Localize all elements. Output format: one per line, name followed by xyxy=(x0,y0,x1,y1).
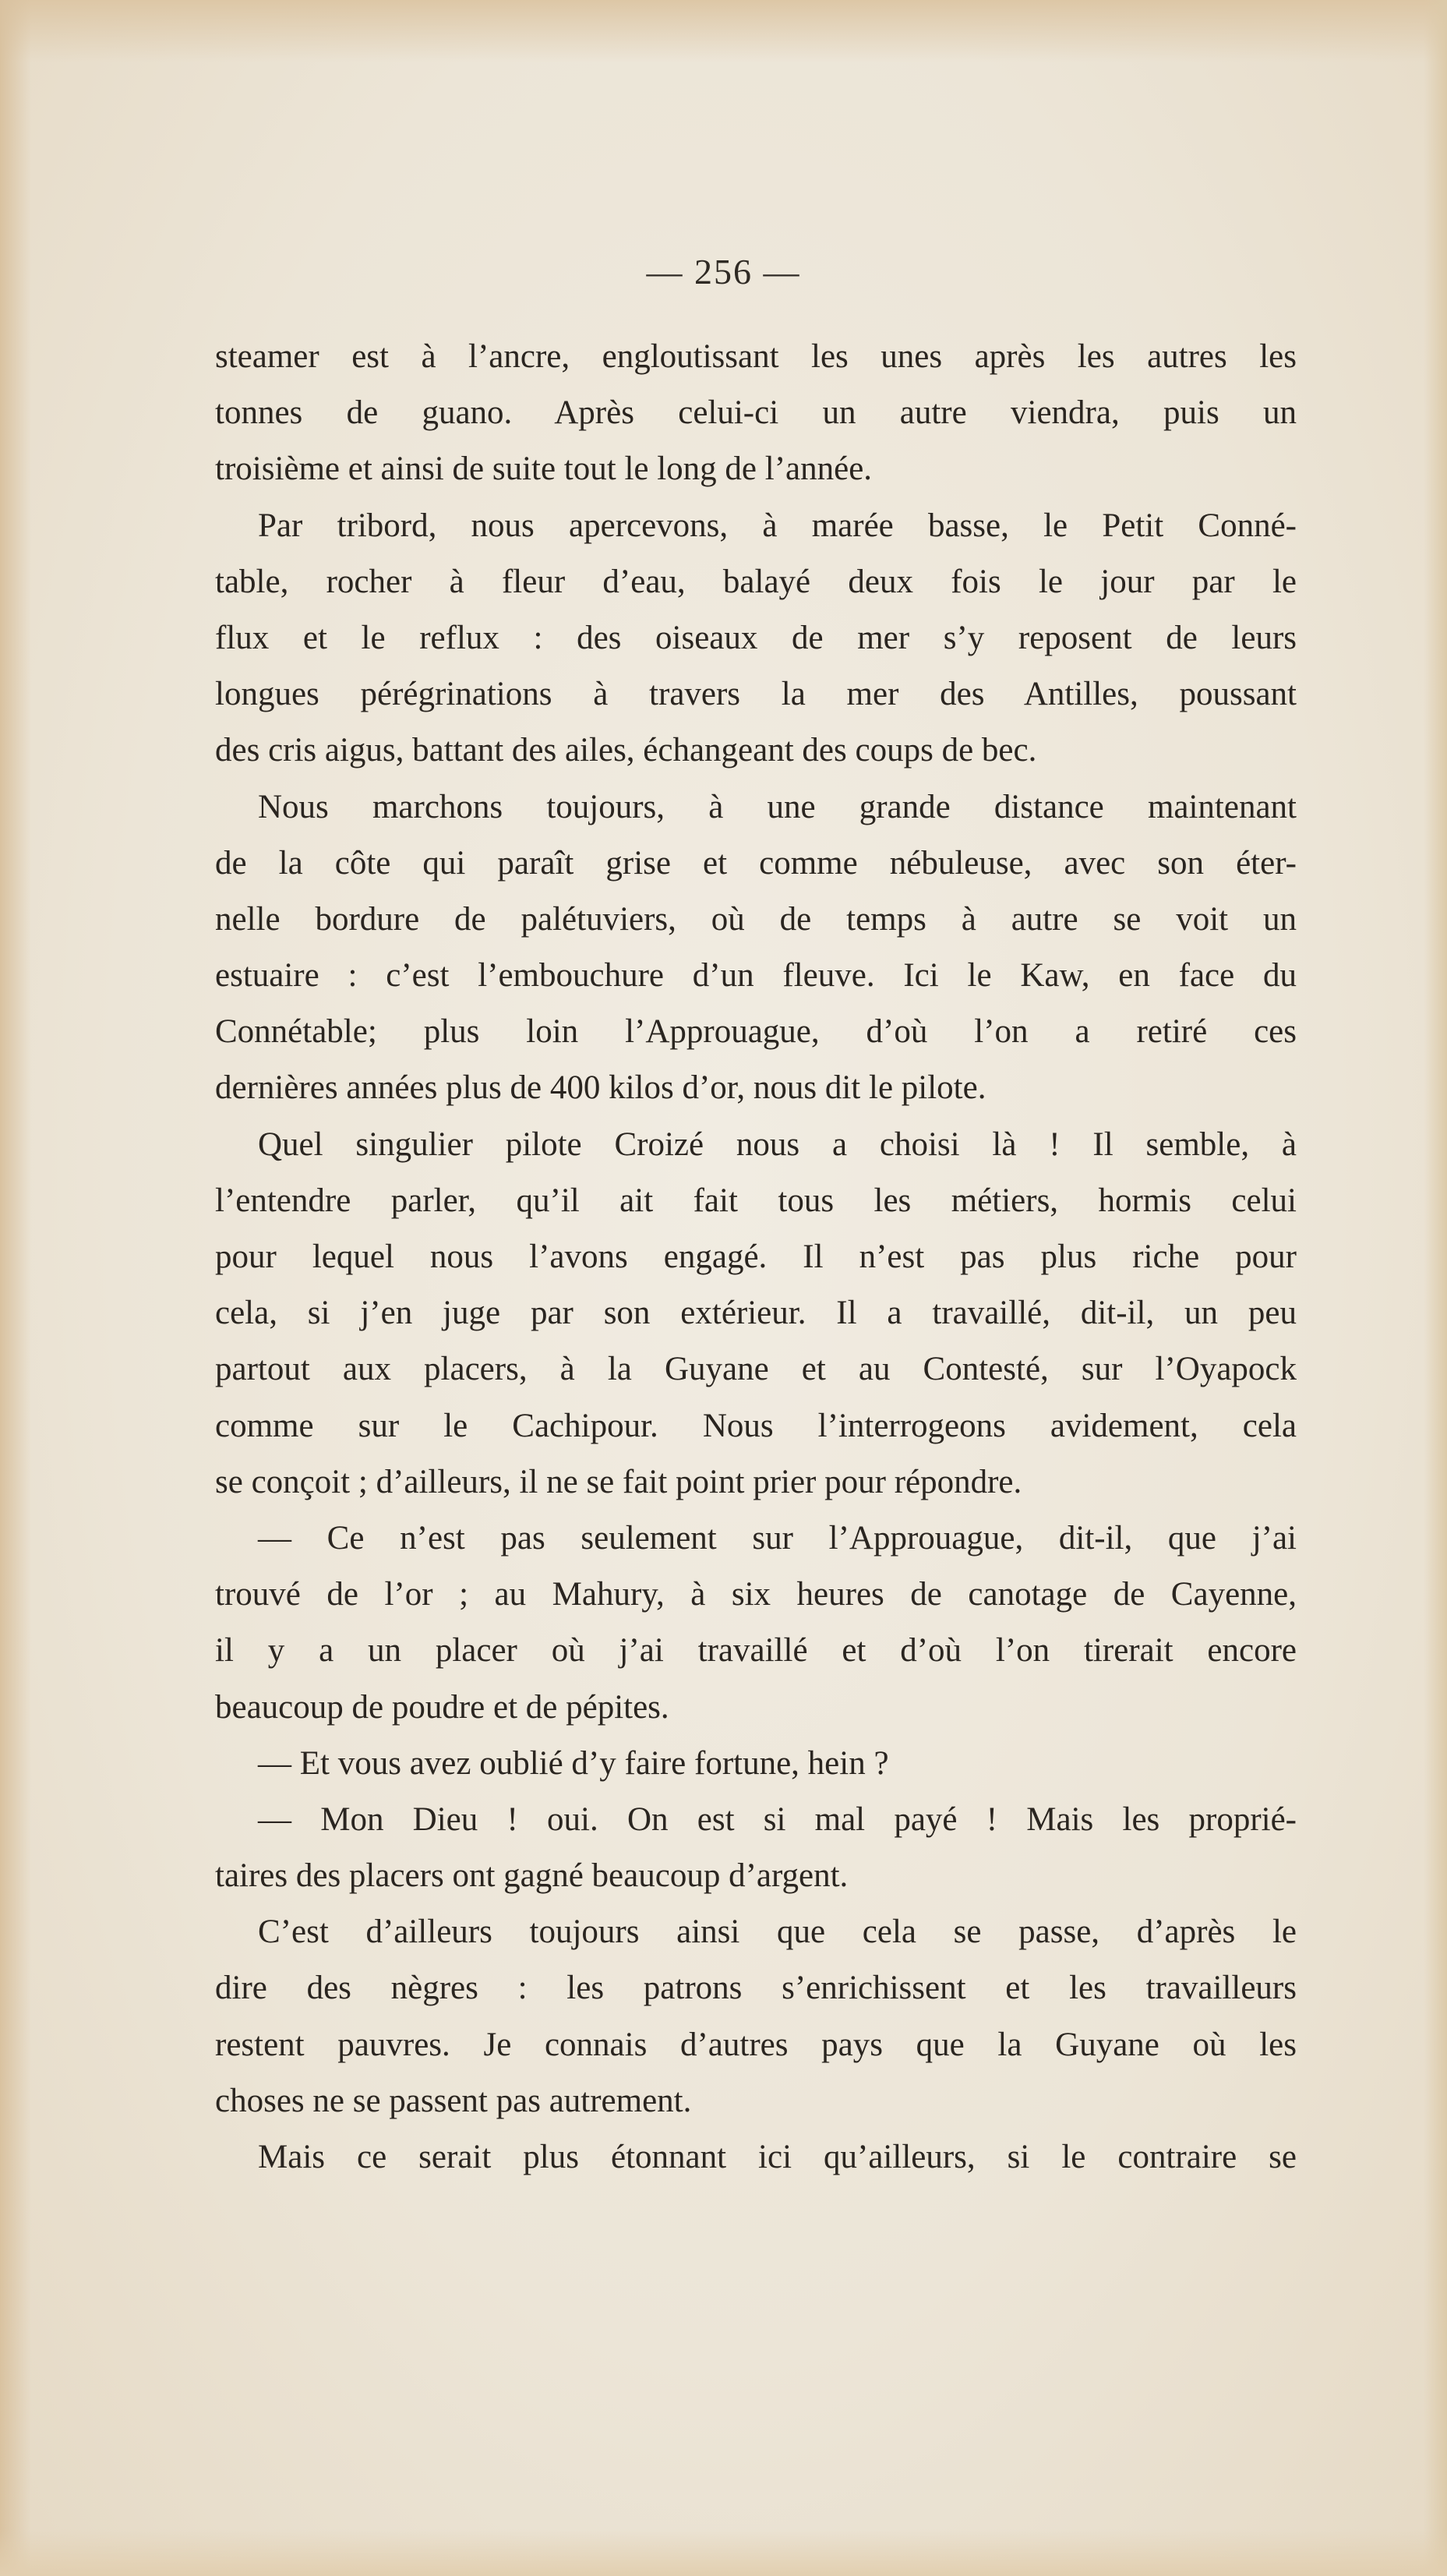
text-line: restent pauvres. Je connais d’autres pays que la Guyane où les xyxy=(215,2026,1297,2063)
text-line: Mais ce serait plus étonnant ici qu’ailleurs, si le contraire se xyxy=(258,2139,1297,2175)
text-line: tonnes de guano. Après celui-ci un autre viendra, puis un xyxy=(215,394,1297,432)
body-text xyxy=(215,329,1297,2186)
text-line: C’est d’ailleurs toujours ainsi que cela se passe, d’après le xyxy=(258,1913,1297,1951)
text-line: steamer est à l’ancre, engloutissant les unes après les autres les xyxy=(215,338,1297,375)
text-line: flux et le reflux : des oiseaux de mer s’y reposent de leurs xyxy=(215,619,1297,656)
text-line: beaucoup de poudre et de pépites. xyxy=(215,1688,669,1726)
text-line: — Ce n’est pas seulement sur l’Approuague, dit-il, que j’ai xyxy=(258,1519,1297,1557)
text-line: cela, si j’en juge par son extérieur. Il a travaillé, dit-il, un peu xyxy=(215,1295,1297,1332)
page-edge-shading-left xyxy=(0,0,31,2576)
text-line: longues pérégrinations à travers la mer des Antilles, poussant xyxy=(215,676,1297,713)
text-line: se conçoit ; d’ailleurs, il ne se fait point prier pour répondre. xyxy=(215,1463,1022,1500)
text-line: de la côte qui paraît grise et comme nébuleuse, avec son éter- xyxy=(215,844,1297,882)
text-line: troisième et ainsi de suite tout le long de l’année. xyxy=(215,451,873,488)
text-line: Nous marchons toujours, à une grande distance maintenant xyxy=(258,788,1297,825)
text-line: nelle bordure de palétuviers, où de temps à autre se voit un xyxy=(215,900,1297,938)
text-line: il y a un placer où j’ai travaillé et d’où l’on tirerait encore xyxy=(215,1632,1297,1670)
page-edge-shading-bottom xyxy=(0,2529,1447,2576)
text-line: trouvé de l’or ; au Mahury, à six heures de canotage de Cayenne, xyxy=(215,1576,1297,1613)
text-line: l’entendre parler, qu’il ait fait tous les métiers, hormis celui xyxy=(215,1182,1297,1219)
text-line: table, rocher à fleur d’eau, balayé deux fois le jour par le xyxy=(215,563,1297,600)
text-line: Connétable; plus loin l’Approuague, d’où l’on a retiré ces xyxy=(215,1013,1297,1051)
page-edge-shading-top xyxy=(0,0,1447,62)
text-line: Par tribord, nous apercevons, à marée basse, le Petit Conné- xyxy=(258,507,1297,544)
text-line: partout aux placers, à la Guyane et au Contesté, sur l’Oyapock xyxy=(215,1351,1297,1388)
page-number: — 256 — xyxy=(646,252,801,292)
text-line: taires des placers ont gagné beaucoup d’argent. xyxy=(215,1857,849,1895)
text-line: Quel singulier pilote Croizé nous a choisi là ! Il semble, à xyxy=(258,1125,1297,1163)
text-line: des cris aigus, battant des ailes, échangeant des coups de bec. xyxy=(215,732,1037,769)
text-line: comme sur le Cachipour. Nous l’interrogeons avidement, cela xyxy=(215,1407,1297,1444)
text-line: pour lequel nous l’avons engagé. Il n’est pas plus riche pour xyxy=(215,1239,1297,1275)
text-line: dernières années plus de 400 kilos d’or, nous dit le pilote. xyxy=(215,1069,986,1107)
page-edge-shading-right xyxy=(1424,0,1447,2576)
text-line: estuaire : c’est l’embouchure d’un fleuve. Ici le Kaw, en face du xyxy=(215,957,1297,995)
text-line: — Et vous avez oublié d’y faire fortune, hein ? xyxy=(258,1744,889,1782)
text-line: — Mon Dieu ! oui. On est si mal payé ! Mais les proprié- xyxy=(258,1800,1297,1838)
text-line: dire des nègres : les patrons s’enrichissent et les travailleurs xyxy=(215,1970,1297,2007)
text-line: choses ne se passent pas autrement. xyxy=(215,2082,692,2119)
